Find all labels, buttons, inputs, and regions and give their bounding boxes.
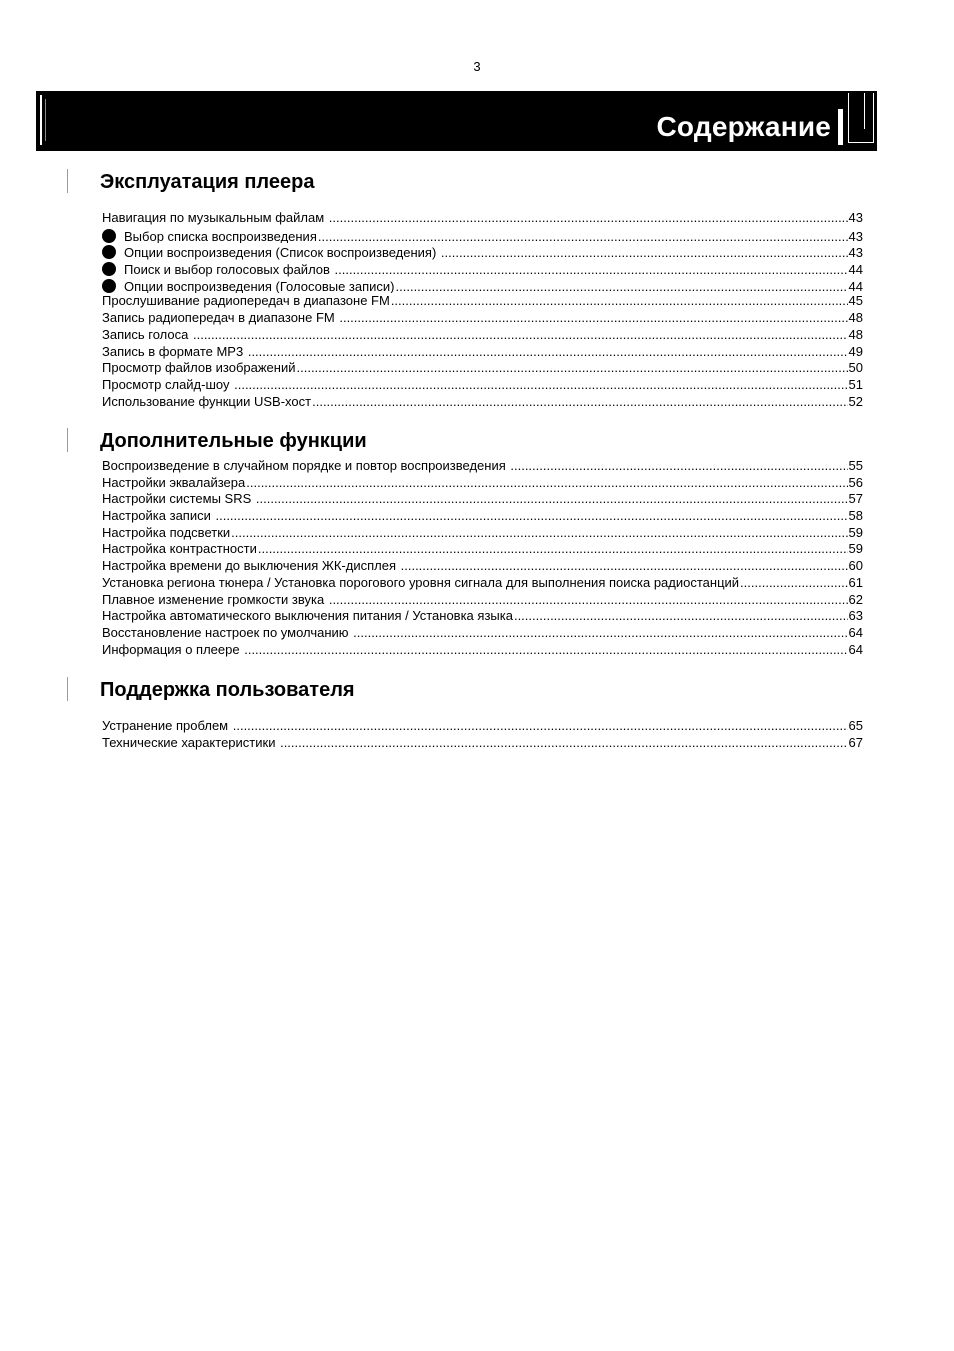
- toc-dot-leader: [233, 718, 848, 735]
- toc-list: [102, 718, 863, 751]
- toc-entry-label: Запись радиопередач в диапазоне FM: [102, 310, 339, 326]
- toc-entry-page: 45: [848, 293, 863, 309]
- toc-entry[interactable]: [102, 735, 863, 752]
- toc-entry[interactable]: [102, 475, 863, 492]
- toc-list: [102, 210, 863, 410]
- toc-entry[interactable]: [102, 508, 863, 525]
- toc-entry-page: 60: [848, 558, 863, 574]
- toc-entry-page: 56: [848, 474, 863, 490]
- toc-list: [102, 458, 863, 658]
- toc-entry-page: 64: [848, 624, 863, 640]
- section-marker: [67, 428, 68, 452]
- toc-dot-leader: [280, 735, 847, 752]
- toc-entry-page: 48: [848, 310, 863, 326]
- title-bar-left-mark: [40, 95, 42, 145]
- toc-entry[interactable]: [102, 642, 863, 659]
- toc-dot-leader: [329, 592, 848, 609]
- toc-dot-leader: [514, 608, 848, 625]
- toc-entry-page: 61: [848, 574, 863, 590]
- toc-dot-leader: [244, 642, 847, 659]
- toc-entry-label: Настройка контрастности: [102, 541, 257, 557]
- toc-dot-leader: [246, 475, 847, 492]
- toc-entry-label: Опции воспроизведения (Голосовые записи): [124, 278, 395, 294]
- toc-dot-leader: [335, 262, 848, 277]
- toc-entry-label: Настройка автоматического выключения питания / Установка языка: [102, 608, 513, 624]
- toc-entry[interactable]: [102, 558, 863, 575]
- toc-dot-leader: [231, 525, 847, 542]
- page-number: 3: [473, 59, 481, 74]
- toc-entry[interactable]: [102, 525, 863, 542]
- toc-entry-page: 67: [848, 734, 863, 750]
- toc-entry-label: Запись голоса: [102, 326, 192, 342]
- toc-entry[interactable]: [102, 260, 863, 277]
- toc-dot-leader: [258, 541, 848, 558]
- toc-entry[interactable]: [102, 394, 863, 411]
- toc-entry[interactable]: [102, 360, 863, 377]
- section-marker: [67, 677, 68, 701]
- toc-dot-leader: [329, 210, 848, 227]
- toc-entry-label: Настройки эквалайзера: [102, 474, 246, 490]
- toc-entry-page: 62: [848, 591, 863, 607]
- toc-dot-leader: [215, 508, 847, 525]
- toc-entry[interactable]: [102, 210, 863, 227]
- toc-entry[interactable]: [102, 575, 863, 592]
- toc-entry-label: Навигация по музыкальным файлам: [102, 210, 328, 225]
- toc-entry-label: Информация о плеере: [102, 641, 244, 657]
- bullet-icon: [102, 262, 116, 276]
- title-deco-line: [864, 93, 865, 129]
- toc-entry[interactable]: [102, 344, 863, 361]
- toc-entry-page: 52: [848, 393, 863, 409]
- toc-entry-page: 58: [848, 508, 863, 524]
- toc-entry[interactable]: [102, 377, 863, 394]
- toc-entry-page: 57: [848, 491, 863, 507]
- toc-dot-leader: [441, 245, 848, 260]
- toc-entry-label: Запись в формате MP3: [102, 343, 247, 359]
- toc-dot-leader: [256, 491, 848, 508]
- section-title: Дополнительные функции: [100, 430, 367, 452]
- toc-entry[interactable]: [102, 491, 863, 508]
- toc-dot-leader: [353, 625, 847, 642]
- bullet-icon: [102, 229, 116, 243]
- toc-entry-label: Настройка подсветки: [102, 524, 231, 540]
- toc-entry[interactable]: [102, 592, 863, 609]
- toc-entry-page: 59: [848, 541, 863, 557]
- toc-entry-label: Технические характеристики: [102, 734, 280, 750]
- section-title: Поддержка пользователя: [100, 679, 355, 701]
- toc-entry-label: Использование функции USB-хост: [102, 393, 312, 409]
- toc-entry[interactable]: [102, 293, 863, 310]
- toc-entry-label: Воспроизведение в случайном порядке и повтор воспроизведения: [102, 458, 510, 473]
- toc-entry-page: 48: [848, 326, 863, 342]
- toc-dot-leader: [297, 360, 848, 377]
- toc-entry-label: Просмотр файлов изображений: [102, 360, 296, 376]
- section-marker: [67, 169, 68, 193]
- toc-dot-leader: [396, 279, 848, 294]
- toc-entry[interactable]: [102, 327, 863, 344]
- toc-entry-label: Прослушивание радиопередач в диапазоне FM: [102, 293, 390, 309]
- bullet-icon: [102, 245, 116, 259]
- toc-entry[interactable]: [102, 227, 863, 244]
- toc-entry[interactable]: [102, 625, 863, 642]
- title-bar-left-mark-inner: [45, 99, 46, 141]
- toc-entry-page: 65: [848, 718, 863, 733]
- toc-dot-leader: [234, 377, 847, 394]
- toc-entry-label: Устранение проблем: [102, 718, 232, 733]
- toc-entry-page: 43: [848, 210, 863, 225]
- toc-dot-leader: [740, 575, 847, 592]
- toc-entry-page: 51: [848, 376, 863, 392]
- toc-entry-label: Просмотр слайд-шоу: [102, 376, 234, 392]
- toc-entry-page: 50: [848, 360, 863, 376]
- toc-entry-label: Поиск и выбор голосовых файлов: [124, 262, 334, 277]
- toc-entry[interactable]: [102, 608, 863, 625]
- toc-dot-leader: [510, 458, 847, 475]
- toc-dot-leader: [248, 344, 848, 361]
- toc-entry-page: 44: [848, 262, 863, 277]
- toc-dot-leader: [339, 310, 847, 327]
- toc-dot-leader: [391, 293, 848, 310]
- title-deco-bar: [838, 109, 843, 145]
- toc-entry[interactable]: [102, 310, 863, 327]
- toc-entry[interactable]: [102, 458, 863, 475]
- toc-dot-leader: [193, 327, 848, 344]
- toc-entry-page: 55: [848, 458, 863, 473]
- toc-entry-page: 43: [848, 228, 863, 244]
- toc-entry-page: 64: [848, 641, 863, 657]
- toc-dot-leader: [401, 558, 848, 575]
- toc-entry[interactable]: [102, 277, 863, 294]
- section-title: Эксплуатация плеера: [100, 171, 315, 193]
- toc-entry[interactable]: [102, 718, 863, 735]
- toc-entry-page: 63: [848, 608, 863, 624]
- toc-entry-label: Настройка времени до выключения ЖК-дисплея: [102, 558, 400, 574]
- toc-entry-page: 44: [848, 278, 863, 294]
- toc-entry-label: Восстановление настроек по умолчанию: [102, 624, 353, 640]
- toc-entry-label: Выбор списка воспроизведения: [124, 228, 317, 244]
- toc-entry[interactable]: [102, 541, 863, 558]
- toc-entry[interactable]: [102, 243, 863, 260]
- toc-entry-label: Плавное изменение громкости звука: [102, 591, 328, 607]
- toc-dot-leader: [312, 394, 847, 411]
- title-deco-box: [848, 93, 874, 143]
- toc-entry-label: Установка региона тюнера / Установка порогового уровня сигнала для выполнения поиска радиостанций: [102, 574, 740, 590]
- toc-entry-page: 43: [848, 245, 863, 261]
- toc-entry-page: 59: [848, 524, 863, 540]
- bullet-icon: [102, 279, 116, 293]
- toc-entry-label: Настройки системы SRS: [102, 491, 255, 507]
- toc-dot-leader: [318, 229, 848, 244]
- title-bar: [36, 91, 877, 151]
- toc-entry-label: Опции воспроизведения (Список воспроизведения): [124, 245, 440, 261]
- toc-entry-label: Настройка записи: [102, 508, 215, 524]
- toc-entry-page: 49: [848, 343, 863, 359]
- page-title: Содержание: [656, 111, 831, 142]
